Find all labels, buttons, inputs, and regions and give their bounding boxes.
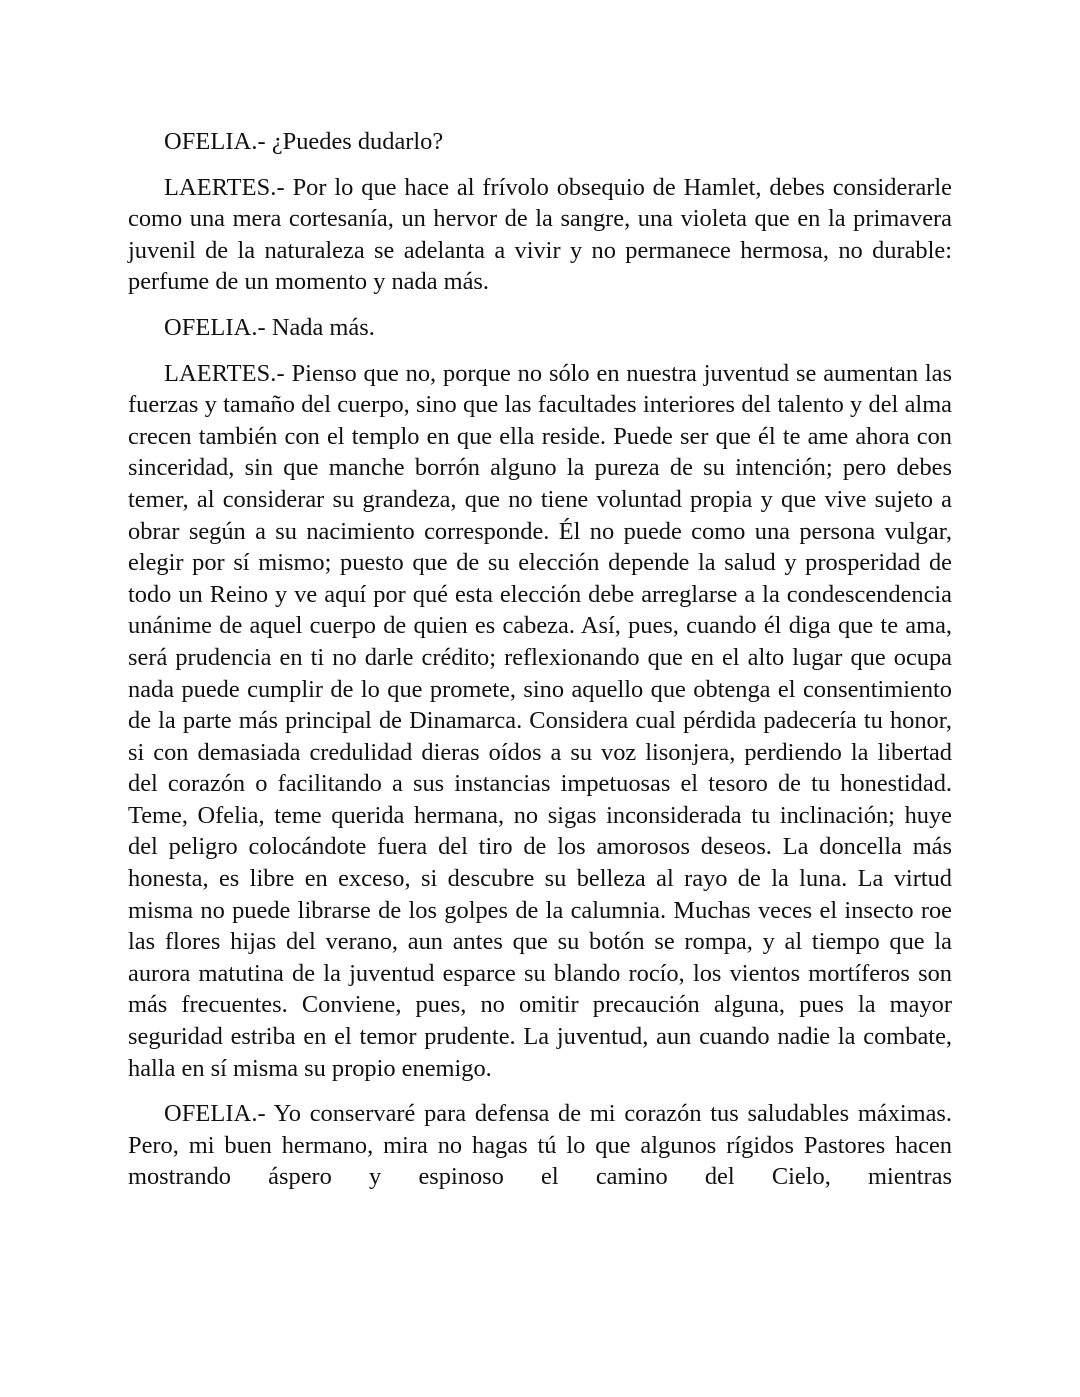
paragraph-laertes-1: [128, 172, 952, 298]
paragraph-text: Pienso que no, porque no sólo en nuestra juventud se aumentan las fuerzas y tamaño del cuerpo, sino que las facultades interiores del talento y del alma crecen también con el templo en que ella reside. Puede ser que él te ame ahora con sinceridad, sin que manche borrón alguno la pureza de su intención; pero debes temer, al considerar su grandeza, que no tiene voluntad propia y que vive sujeto a obrar según a su nacimiento corresponde. Él no puede como una persona vulgar, elegir por sí mismo; puesto que de su elección depende la salud y prosperidad de todo un Reino y ve aquí por qué esta elección debe arreglarse a la condescendencia unánime de aquel cuerpo de quien es cabeza. Así, pues, cuando él diga que te ama, será prudencia en ti no darle crédito; reflexionando que en el alto lugar que ocupa nada puede cumplir de lo que promete, sino aquello que obtenga el consentimiento de la parte más principal de Dinamarca. Considera cual pérdida padecería tu honor, si con demasiada credulidad dieras oídos a su voz lisonjera, perdiendo la libertad del corazón o facilitando a sus instancias impetuosas el tesoro de tu honestidad. Teme, Ofelia, teme querida hermana, no sigas inconsiderada tu inclinación; huye del peligro colocándote fuera del tiro de los amorosos deseos. La doncella más honesta, es libre en exceso, si descubre su belleza al rayo de la luna. La virtud misma no puede librarse de los golpes de la calumnia. Muchas veces el insecto roe las flores hijas del verano, aun antes que su botón se rompa, y al tiempo que la aurora matutina de la juventud esparce su blando rocío, los vientos mortíferos son más frecuentes. Conviene, pues, no omitir precaución alguna, pues la mayor seguridad estriba en el temor prudente. La juventud, aun cuando nadie la combate, halla en sí misma su propio enemigo.: [128, 359, 953, 1082]
paragraph-text: Yo conservaré para defensa de mi corazón tus saludables máximas. Pero, mi buen hermano, mira no hagas tú lo que algunos rígidos Pastores hacen mostrando áspero y espinoso el camino del Cielo, mientras: [128, 1100, 952, 1191]
paragraph-text: ¿Puedes dudarlo?: [271, 128, 444, 155]
paragraph-text: Por lo que hace al frívolo obsequio de Hamlet, debes considerarle como una mera cortesanía, un hervor de la sangre, una violeta que en la primavera juvenil de la naturaleza se adelanta a vivir y no permanece hermosa, no durable: perfume de un momento y nada más.: [128, 173, 952, 296]
paragraph-ofelia-1: [128, 126, 952, 158]
speaker-name: LAERTES.-: [164, 359, 285, 387]
paragraph-text: Nada más.: [271, 313, 375, 341]
paragraph-ofelia-3: [128, 1098, 952, 1193]
speaker-name: OFELIA.-: [164, 128, 266, 155]
paragraph-laertes-2: [128, 358, 952, 1085]
document-page: [128, 126, 952, 1193]
speaker-name: OFELIA.-: [164, 313, 266, 341]
paragraph-ofelia-2: [128, 312, 952, 344]
speaker-name: OFELIA.-: [164, 1100, 266, 1128]
speaker-name: LAERTES.-: [164, 173, 285, 201]
